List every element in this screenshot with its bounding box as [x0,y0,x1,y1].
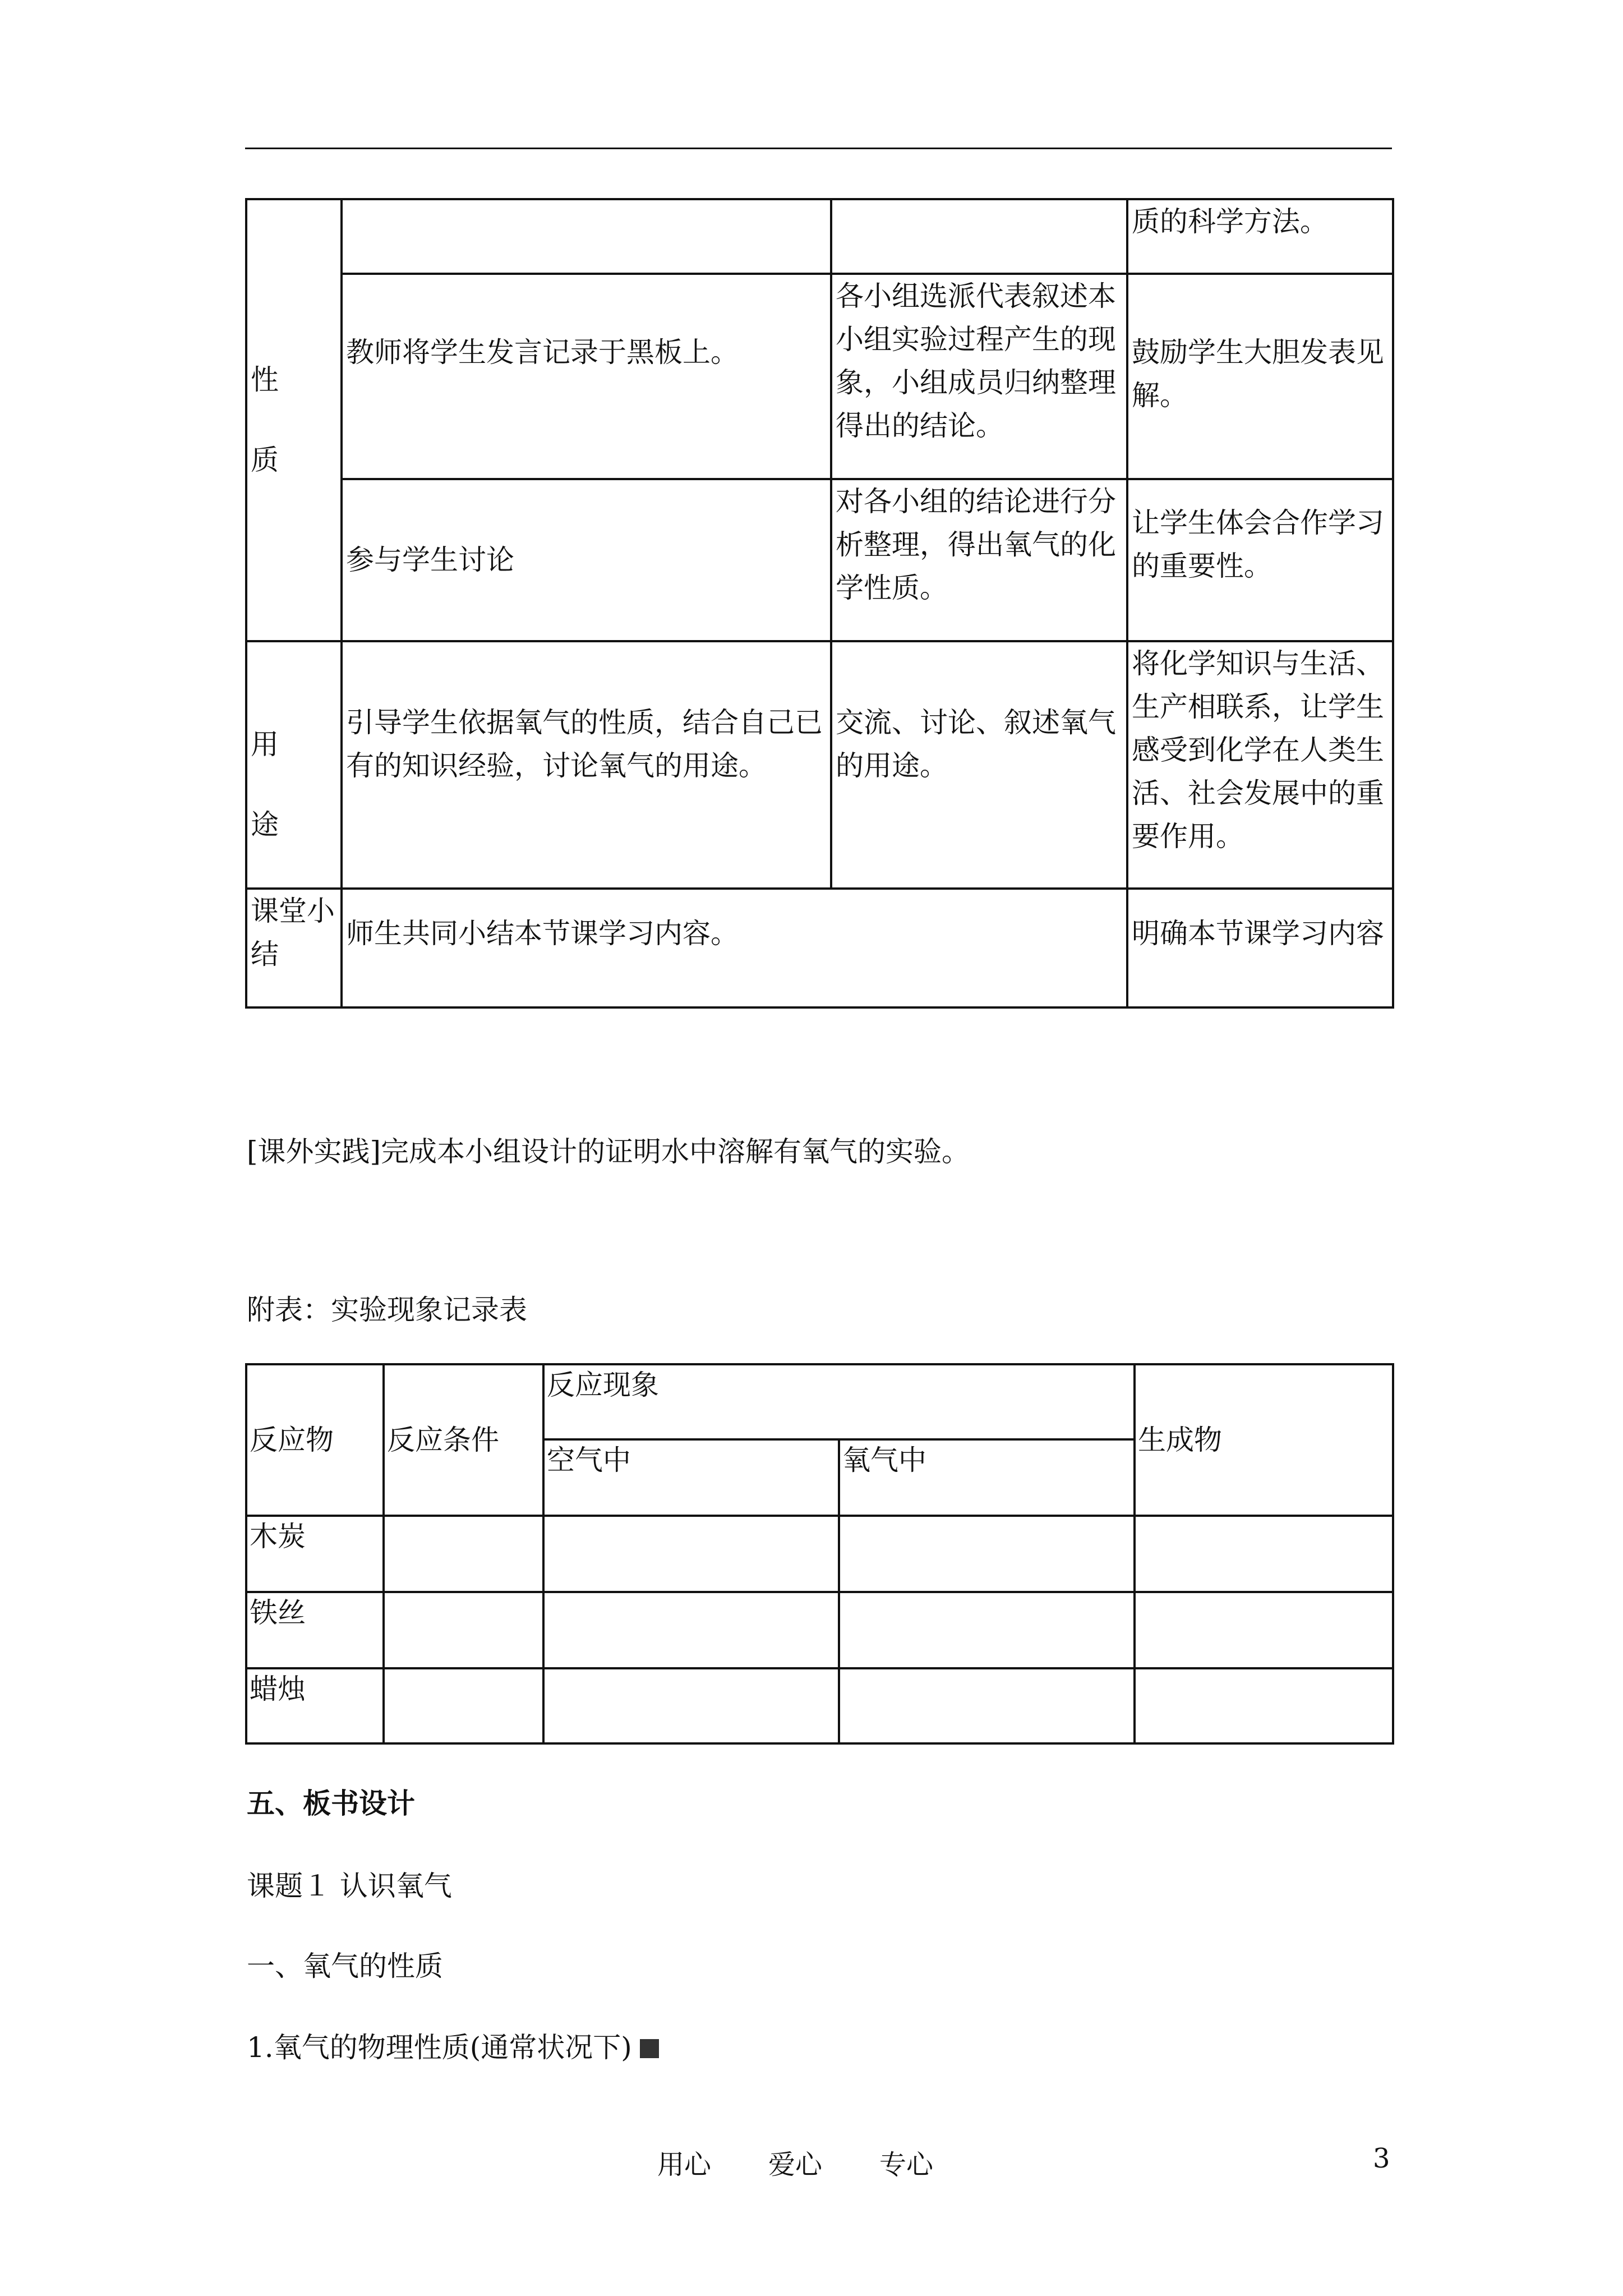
stage-label-char: 质 [251,444,279,476]
student-activity-cell: 各小组选派代表叙述本小组实验过程产生的现象，小组成员归纳整理得出的结论。 [831,274,1127,479]
stage-cell-uses [246,641,342,889]
empty-cell [543,1516,839,1592]
teacher-activity-cell: 引导学生依据氧气的性质，结合自己已有的知识经验，讨论氧气的用途。 [342,641,831,889]
reactant-header: 反应物 [246,1364,384,1516]
record-table [245,1363,1394,1745]
footer-motto-2: 爱心 [768,2149,823,2180]
table-row [246,274,1393,479]
table-row [246,1364,1393,1439]
stage-cell-properties [246,199,342,641]
teacher-activity-cell: 师生共同小结本节课学习内容。 [342,889,1127,1007]
empty-cell [1135,1592,1393,1668]
phenomenon-header: 反应现象 [543,1364,1135,1439]
teacher-activity-cell: 教师将学生发言记录于黑板上。 [342,274,831,479]
footer-motto-3: 专心 [879,2149,934,2180]
table-row [246,889,1393,1007]
design-intent-cell: 明确本节课学习内容 [1127,889,1393,1007]
table-row [246,199,1393,274]
topic-line: 课题１ 认识氧气 [247,1870,452,1902]
teacher-activity-cell: 参与学生讨论 [342,479,831,641]
lesson-table [245,198,1394,1009]
table-row [246,1668,1393,1743]
table-row [246,1592,1393,1668]
section-heading: 五、板书设计 [247,1787,415,1820]
empty-cell [384,1592,543,1668]
student-activity-cell: 对各小组的结论进行分析整理，得出氧气的化学性质。 [831,479,1127,641]
design-intent-cell: 将化学知识与生活、生产相联系，让学生感受到化学在人类生活、社会发展中的重要作用。 [1127,641,1393,889]
student-activity-cell: 交流、讨论、叙述氧气的用途。 [831,641,1127,889]
condition-header: 反应条件 [384,1364,543,1516]
design-intent-cell: 鼓励学生大胆发表见解。 [1127,274,1393,479]
table-row [246,479,1393,641]
empty-cell [543,1592,839,1668]
header-rule [245,148,1392,149]
extracurricular-practice: [课外实践]完成本小组设计的证明水中溶解有氧气的实验。 [247,1135,970,1168]
list-item [247,2028,659,2067]
footer-motto-1: 用心 [657,2149,712,2180]
stage-label-char: 性 [251,364,279,396]
square-bullet-icon [640,2039,659,2058]
reactant-cell: 蜡烛 [246,1668,384,1743]
appendix-title: 附表：实验现象记录表 [247,1294,527,1326]
page-number: 3 [1373,2143,1390,2174]
empty-cell [839,1592,1135,1668]
empty-cell [839,1516,1135,1592]
product-header: 生成物 [1135,1364,1393,1516]
table-row [246,1516,1393,1592]
empty-cell [384,1516,543,1592]
student-activity-cell [831,199,1127,274]
stage-label-char: 途 [251,808,279,841]
teacher-activity-cell [342,199,831,274]
table-row [246,641,1393,889]
empty-cell [1135,1516,1393,1592]
empty-cell [839,1668,1135,1743]
in-oxygen-header: 氧气中 [839,1439,1135,1516]
design-intent-cell: 让学生体会合作学习的重要性。 [1127,479,1393,641]
reactant-cell: 铁丝 [246,1592,384,1668]
empty-cell [543,1668,839,1743]
empty-cell [384,1668,543,1743]
subheading: 一、氧气的性质 [247,1950,443,1982]
empty-cell [1135,1668,1393,1743]
in-air-header: 空气中 [543,1439,839,1516]
stage-label-char: 用 [251,728,279,761]
stage-cell-summary: 课堂小结 [246,889,342,1007]
design-intent-cell: 质的科学方法。 [1127,199,1393,274]
item-text: 1.氧气的物理性质(通常状况下) [247,2031,632,2064]
reactant-cell: 木炭 [246,1516,384,1592]
